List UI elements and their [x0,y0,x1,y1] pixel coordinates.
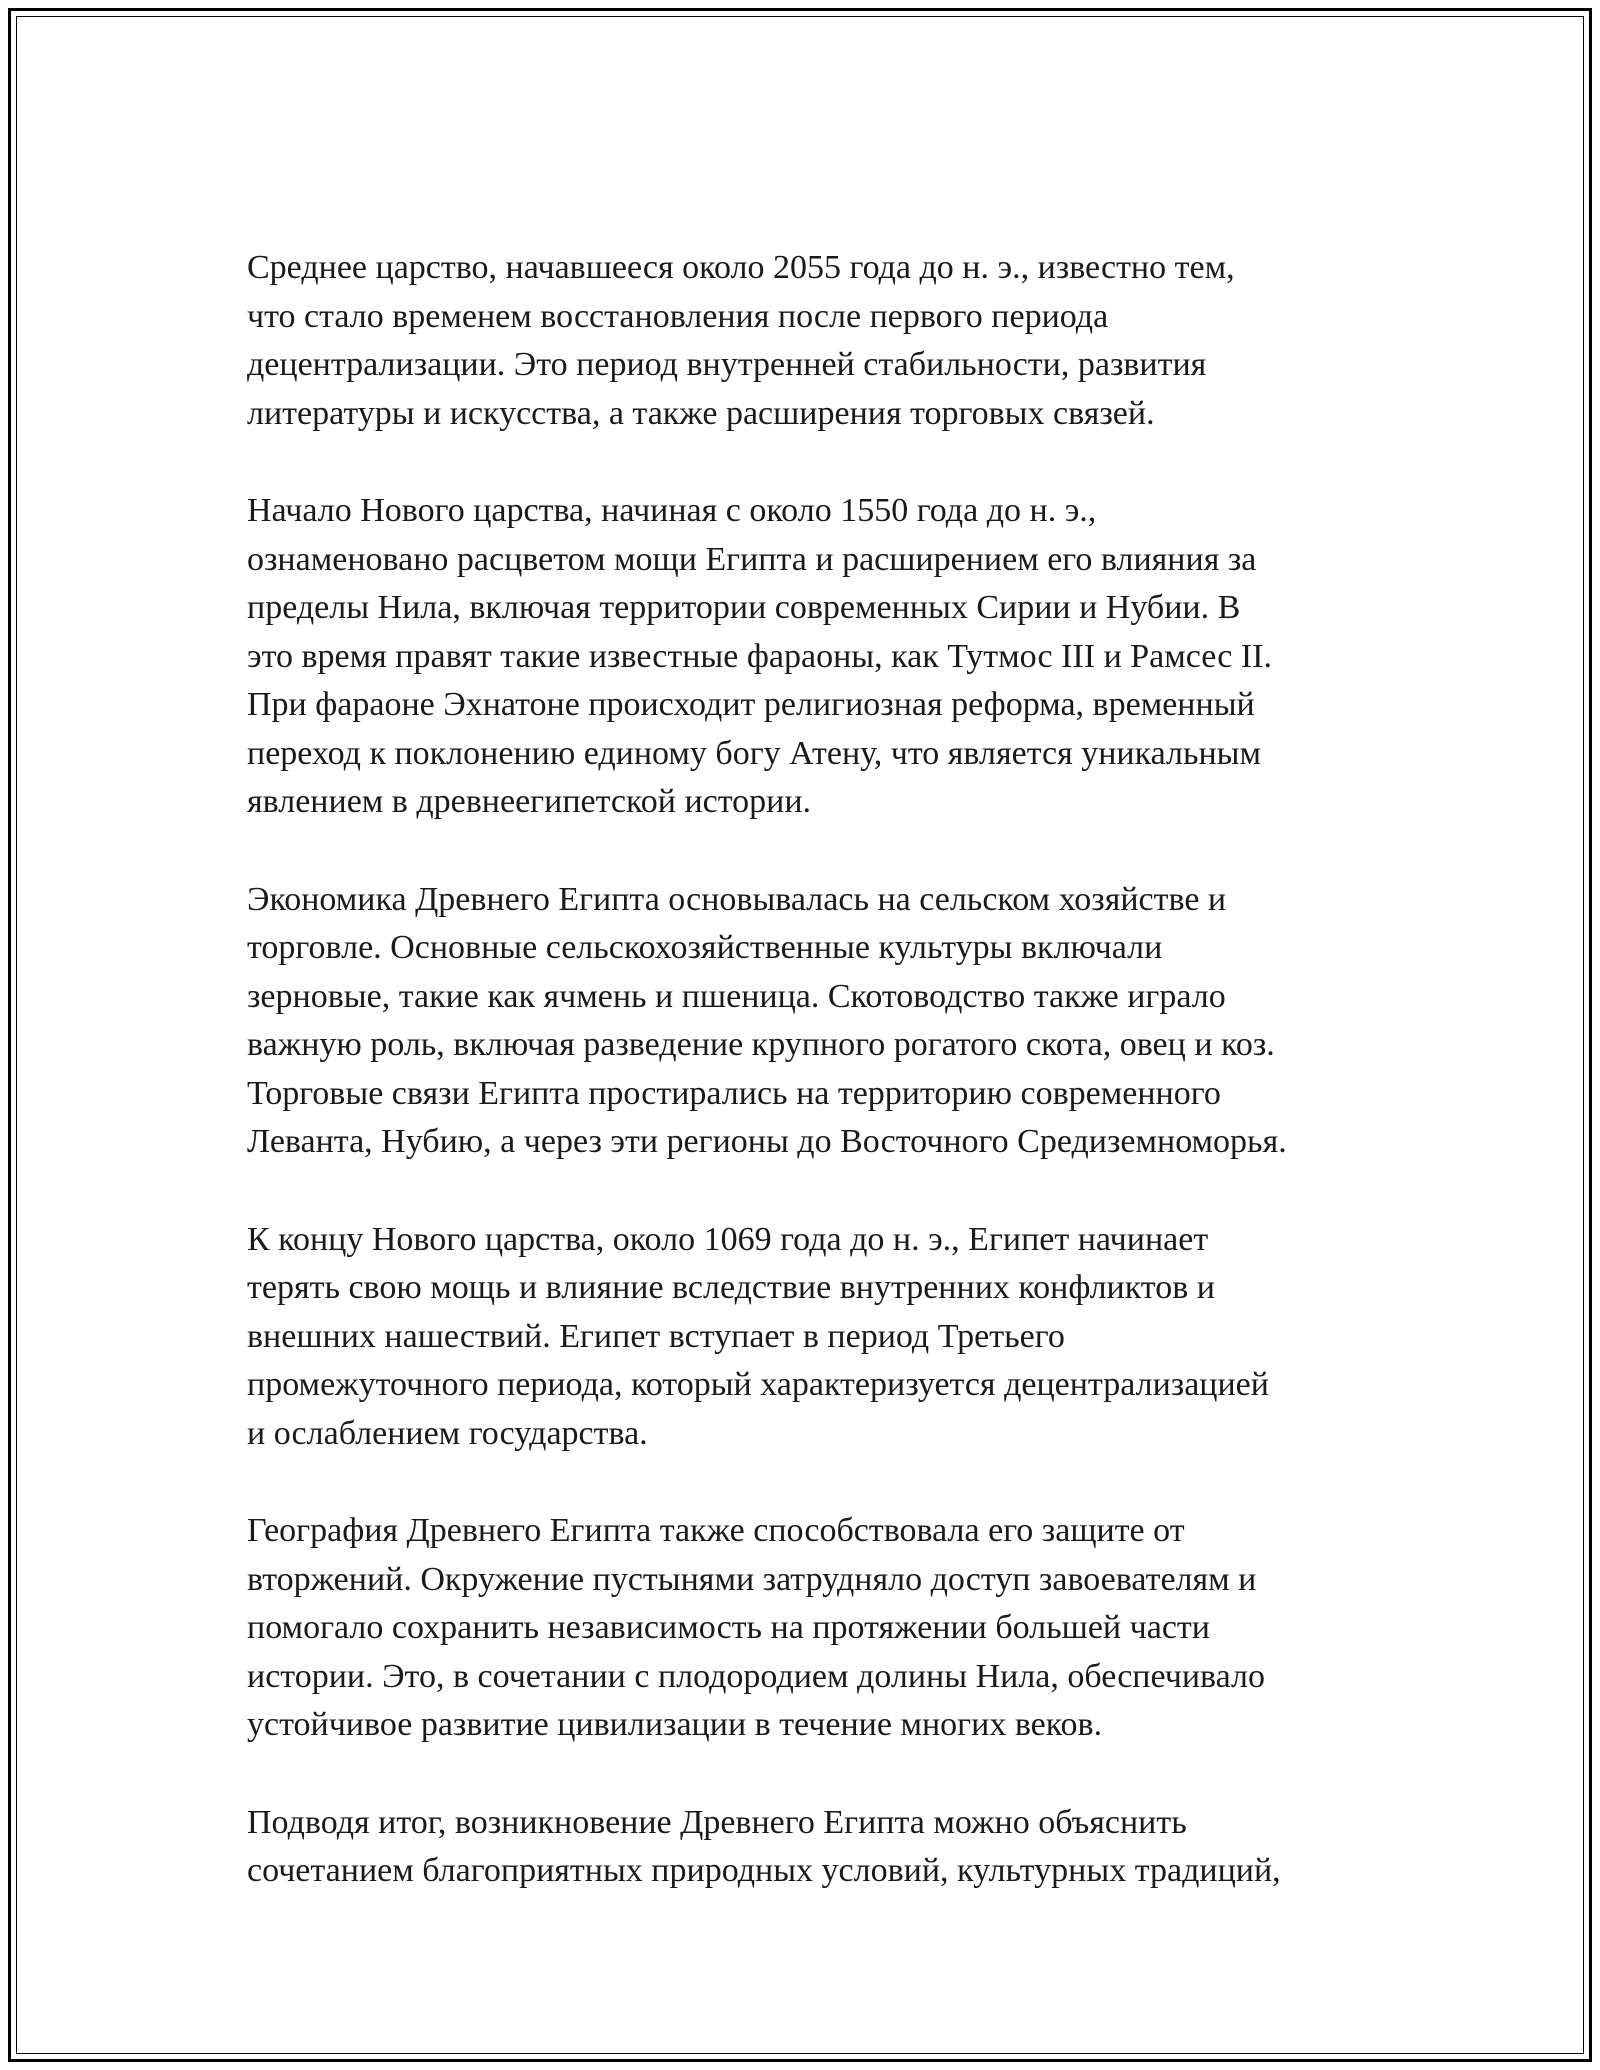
text-line: литературы и искусства, а также расширения торговых связей. [247,394,1155,432]
text-line: вторжений. Окружение пустынями затрудняло доступ завоевателям и [247,1560,1257,1598]
text-line: что стало временем восстановления после первого периода [247,297,1109,335]
text-line: Начало Нового царства, начиная с около 1550 года до н. э., [247,492,1097,529]
paragraph-conclusion [247,1799,1397,1896]
text-line: Среднее царство, начавшееся около 2055 года до н. э., известно тем, [247,249,1235,286]
document-page [8,8,1592,2062]
text-line: сочетанием благоприятных природных условий, культурных традиций, [247,1852,1281,1889]
text-line: ознаменовано расцветом мощи Египта и расширением его влияния за [247,540,1257,578]
text-line: терять свою мощь и влияние вследствие внутренних конфликтов и [247,1269,1215,1306]
text-line: торговле. Основные сельскохозяйственные культуры включали [247,929,1163,966]
text-line: помогало сохранить независимость на протяжении большей части [247,1609,1210,1646]
text-line: К концу Нового царства, около 1069 года до н. э., Египет начинает [247,1220,1209,1258]
paragraph-decline [247,1216,1397,1459]
text-line: переход к поклонению единому богу Атену, что является уникальным [247,734,1262,772]
text-line: При фараоне Эхнатоне происходит религиозная реформа, временный [247,686,1255,723]
text-line: важную роль, включая разведение крупного рогатого скота, овец и коз. [247,1026,1275,1063]
paragraph-economy [247,876,1397,1167]
paragraph-middle-kingdom [247,244,1397,438]
text-line: устойчивое развитие цивилизации в течение многих веков. [247,1706,1103,1743]
document-body [247,244,1397,1945]
text-line: География Древнего Египта также способствовала его защите от [247,1512,1185,1549]
text-line: истории. Это, в сочетании с плодородием долины Нила, обеспечивало [247,1657,1265,1695]
text-line: и ослаблением государства. [247,1414,648,1452]
text-line: Торговые связи Египта простирались на территорию современного [247,1074,1221,1112]
text-line: Экономика Древнего Египта основывалась на сельском хозяйстве и [247,880,1227,918]
text-line: внешних нашествий. Египет вступает в период Третьего [247,1317,1065,1355]
text-line: промежуточного периода, который характеризуется децентрализацией [247,1366,1269,1403]
paragraph-geography [247,1507,1397,1750]
text-line: децентрализации. Это период внутренней стабильности, развития [247,346,1207,383]
text-line: зерновые, такие как ячмень и пшеница. Скотоводство также играло [247,977,1226,1015]
text-line: Подводя итог, возникновение Древнего Египта можно объяснить [247,1803,1187,1841]
text-line: явлением в древнеегипетской истории. [247,783,812,820]
text-line: Леванта, Нубию, а через эти регионы до Восточного Средиземноморья. [247,1123,1287,1160]
text-line: это время правят такие известные фараоны, как Тутмос III и Рамсес II. [247,637,1272,675]
paragraph-new-kingdom [247,487,1397,827]
text-line: пределы Нила, включая территории современных Сирии и Нубии. В [247,589,1241,626]
